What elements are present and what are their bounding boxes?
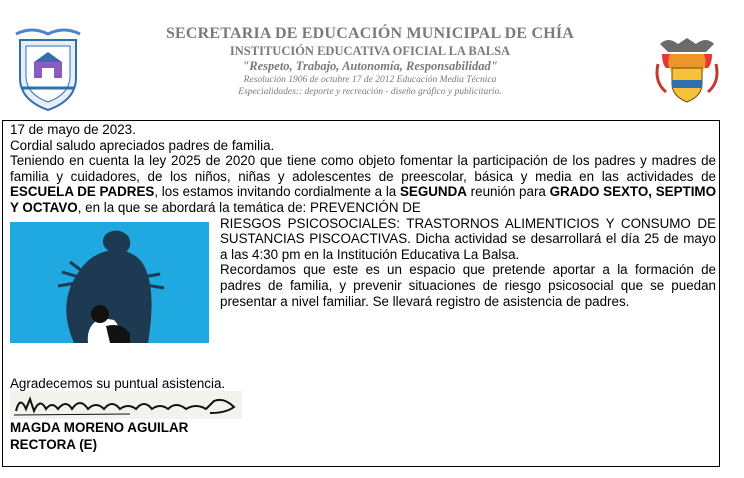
letter-date: 17 de mayo de 2023. <box>10 122 136 137</box>
thanks-line: Agradecemos su puntual asistencia. <box>10 376 226 391</box>
illustrated-section <box>10 216 716 338</box>
signer-role: RECTORA (E) <box>10 437 98 452</box>
signature <box>10 391 242 419</box>
institution-name: INSTITUCIÓN EDUCATIVA OFICIAL LA BALSA <box>229 44 511 58</box>
letterhead <box>0 0 744 118</box>
signer-name: MAGDA MORENO AGUILAR <box>10 420 189 435</box>
letter-paragraph-2: Recordamos que este es un espacio que pretende aportar a la formación de padres de familia, y prevenir situaciones de riesgo psicosocial que se puedan presentar a nivel familiar. Se llevará registro de asistencia de padres. <box>220 262 716 309</box>
specialties-line: Especialidades:: deporte y recreación - diseño gráfico y publicitario. <box>238 87 502 97</box>
resolution-line: Resolución 1906 de octubre 17 de 2012 Educación Media Técnica <box>243 75 497 85</box>
psychosocial-risk-illustration <box>10 222 209 343</box>
school-shield-icon <box>12 26 84 112</box>
signer-block <box>10 419 188 453</box>
letter-paragraph-1: Teniendo en cuenta la ley 2025 de 2020 que tiene como objeto fomentar la participación de los padres y madres de familia y cuidadores, de los niños, niñas y adolescentes de preescolar, básica y media en las actividades de ESCUELA DE PADRES, los estamos invitando cordialmente a la SEGUNDA reunión para GRADO SEXTO, SEPTIMO Y OCTAVO, en la que se abordará la temática de: PREVENCIÓN DE <box>10 153 716 215</box>
colombia-coat-of-arms-icon <box>654 34 720 106</box>
letter-body <box>10 122 716 338</box>
letter-paragraph-1-continued: RIESGOS PSICOSOCIALES: TRASTORNOS ALIMENTICIOS Y CONSUMO DE SUSTANCIAS PISCOACTIVAS. Dicha actividad se desarrollará el día 25 de mayo a las 4:30 pm en la Institución Educativa La Balsa. Recordamos que este es un espacio que pretende aportar a la formación de padres de familia, y prevenir situaciones de riesgo psicosocial que se puedan presentar a nivel familiar. Se llevará registro de asistencia de padres. <box>220 215 716 309</box>
letter-greeting: Cordial saludo apreciados padres de familia. <box>10 137 275 153</box>
motto: "Respeto, Trabajo, Autonomía, Responsabilidad" <box>242 59 498 73</box>
page-title: SECRETARIA DE EDUCACIÓN MUNICIPAL DE CHÍA <box>165 25 575 42</box>
